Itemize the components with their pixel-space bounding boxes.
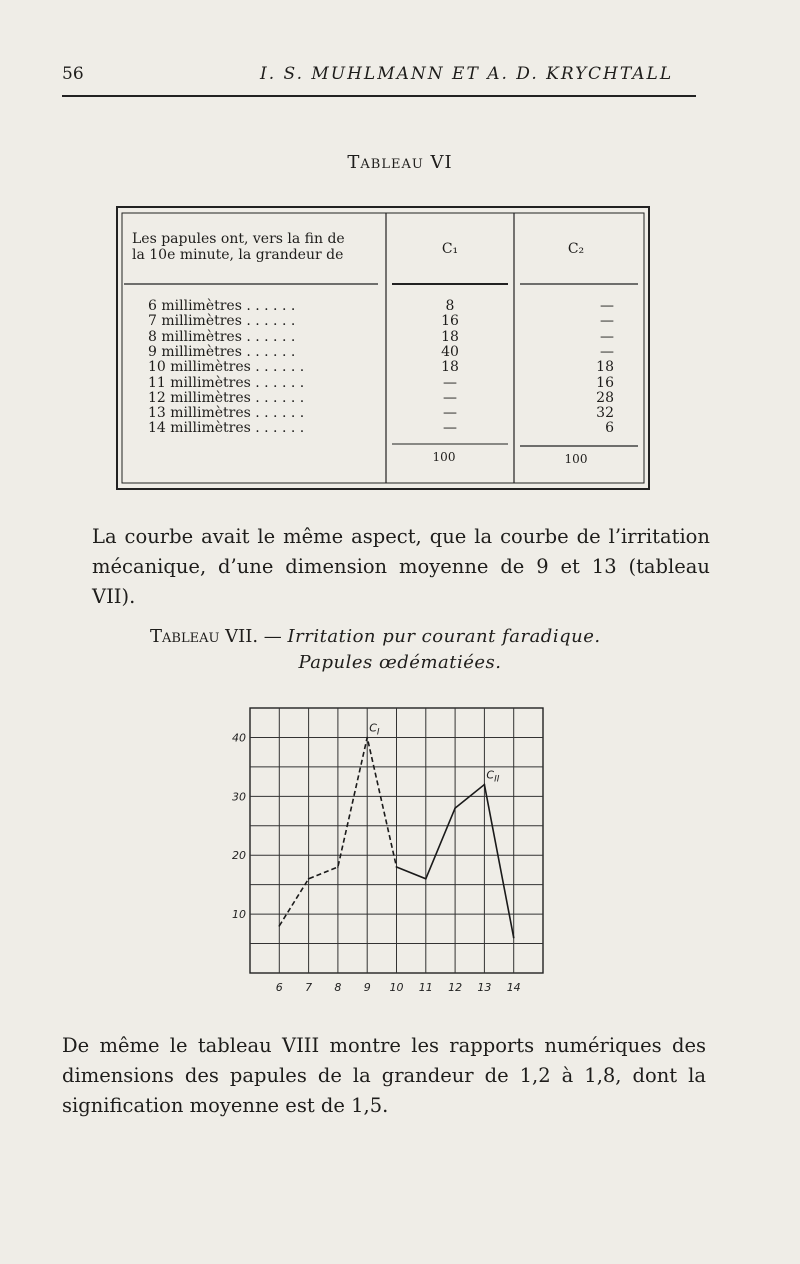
tableau6-header-line2: la 10e minute, la grandeur de (132, 247, 344, 263)
x-tick-label: 9 (363, 981, 371, 994)
tableau6-row-label: 12 millimètres . . . . . . (148, 389, 305, 406)
paragraph-1-line1: La courbe avait le même aspect, que la courbe de l’irritation (92, 525, 710, 548)
tableau6-row-c1: 8 (445, 298, 455, 314)
tableau6-row-c1: 18 (441, 359, 459, 376)
data-point (366, 737, 368, 739)
tableau7-caption-subtitle: Papules œdématiées. (298, 652, 502, 673)
paragraph-2 (62, 1031, 706, 1121)
tableau6-caption: Tableau VI (347, 152, 453, 173)
tableau7-caption-title: Irritation pur courant faradique. (287, 626, 601, 647)
tableau6-row-c2: 18 (596, 359, 614, 376)
x-tick-label: 13 (477, 981, 492, 994)
data-point (396, 866, 398, 868)
tableau7-caption (150, 626, 601, 647)
tableau6-row-c1: — (443, 389, 457, 406)
tableau6-row-c1: 40 (441, 343, 459, 360)
tableau7-caption-label: Tableau VII. — (150, 626, 282, 647)
tableau6-header-line1: Les papules ont, vers la fin de (132, 231, 345, 247)
tableau6-row-label: 14 millimètres . . . . . . (148, 420, 305, 437)
tableau6-row-label: 10 millimètres . . . . . . (148, 359, 305, 376)
tableau6-row-c2: — (600, 298, 614, 314)
tableau6-row-c2: — (600, 328, 614, 345)
x-tick-label: 14 (506, 981, 521, 994)
tableau6-col-c1: C₁ (441, 241, 459, 257)
tableau6-total-c2: 100 (564, 452, 588, 466)
tableau6-row-label: 9 millimètres . . . . . . (148, 343, 296, 360)
tableau7-chart (210, 700, 560, 1000)
x-tick-label: 6 (275, 981, 283, 994)
data-point (337, 866, 339, 868)
paragraph-2-text: De même le tableau VIII montre les rapports numériques des dimensions des papules de la grandeur de 1,2 à 1,8, dont la signification moyenne est de 1,5. (62, 1034, 706, 1117)
tableau6-total-c1: 100 (432, 450, 456, 464)
tableau6 (116, 206, 650, 490)
tableau6-row-c1: 18 (441, 328, 459, 345)
data-point (425, 878, 427, 880)
tableau6-row-label: 7 millimètres . . . . . . (148, 313, 296, 330)
data-point (454, 807, 456, 809)
tableau6-row-c1: — (443, 405, 457, 422)
tableau6-row-c1: — (443, 420, 457, 437)
data-point (308, 878, 310, 880)
x-tick-label: 12 (448, 981, 463, 994)
tableau6-row-c2: — (600, 343, 614, 360)
x-tick-label: 11 (418, 981, 433, 994)
x-tick-label: 8 (334, 981, 342, 994)
data-point (513, 937, 515, 939)
tableau6-row-label: 8 millimètres . . . . . . (148, 328, 296, 345)
page-number: 56 (62, 64, 84, 84)
tableau6-row-c2: 16 (596, 374, 614, 391)
tableau6-row-c2: 6 (605, 420, 614, 437)
header-rule (62, 95, 696, 97)
running-header (62, 64, 698, 86)
curve-label: $C_{II}$ (486, 768, 500, 785)
tableau6-row-label: 13 millimètres . . . . . . (148, 405, 305, 422)
chart-svg (210, 700, 560, 1000)
x-tick-label: 10 (389, 981, 404, 994)
tableau6-row-c2: 32 (596, 405, 614, 422)
tableau6-row-c2: — (600, 313, 614, 330)
paragraph-1-line2: mécanique, d’une dimension moyenne de 9 et 13 (tableau VII). (92, 555, 710, 608)
tableau6-row-c1: — (443, 374, 457, 391)
tableau6-row-label: 6 millimètres . . . . . . (148, 298, 296, 314)
x-tick-label: 7 (305, 981, 313, 994)
y-tick-label: 30 (232, 790, 246, 804)
y-tick-label: 10 (232, 908, 246, 922)
y-tick-label: 40 (232, 731, 246, 745)
tableau6-row-c2: 28 (596, 389, 614, 406)
y-tick-label: 20 (232, 849, 246, 863)
data-point (484, 784, 486, 786)
data-point (279, 925, 281, 927)
tableau6-col-c2: C₂ (567, 241, 585, 257)
curve-label: $C_I$ (369, 721, 380, 738)
running-title: I. S. MUHLMANN ET A. D. KRYCHTALL (260, 64, 674, 84)
tableau6-row-c1: 16 (441, 313, 459, 330)
paragraph-1 (92, 522, 710, 612)
tableau6-row-label: 11 millimètres . . . . . . (148, 374, 305, 391)
